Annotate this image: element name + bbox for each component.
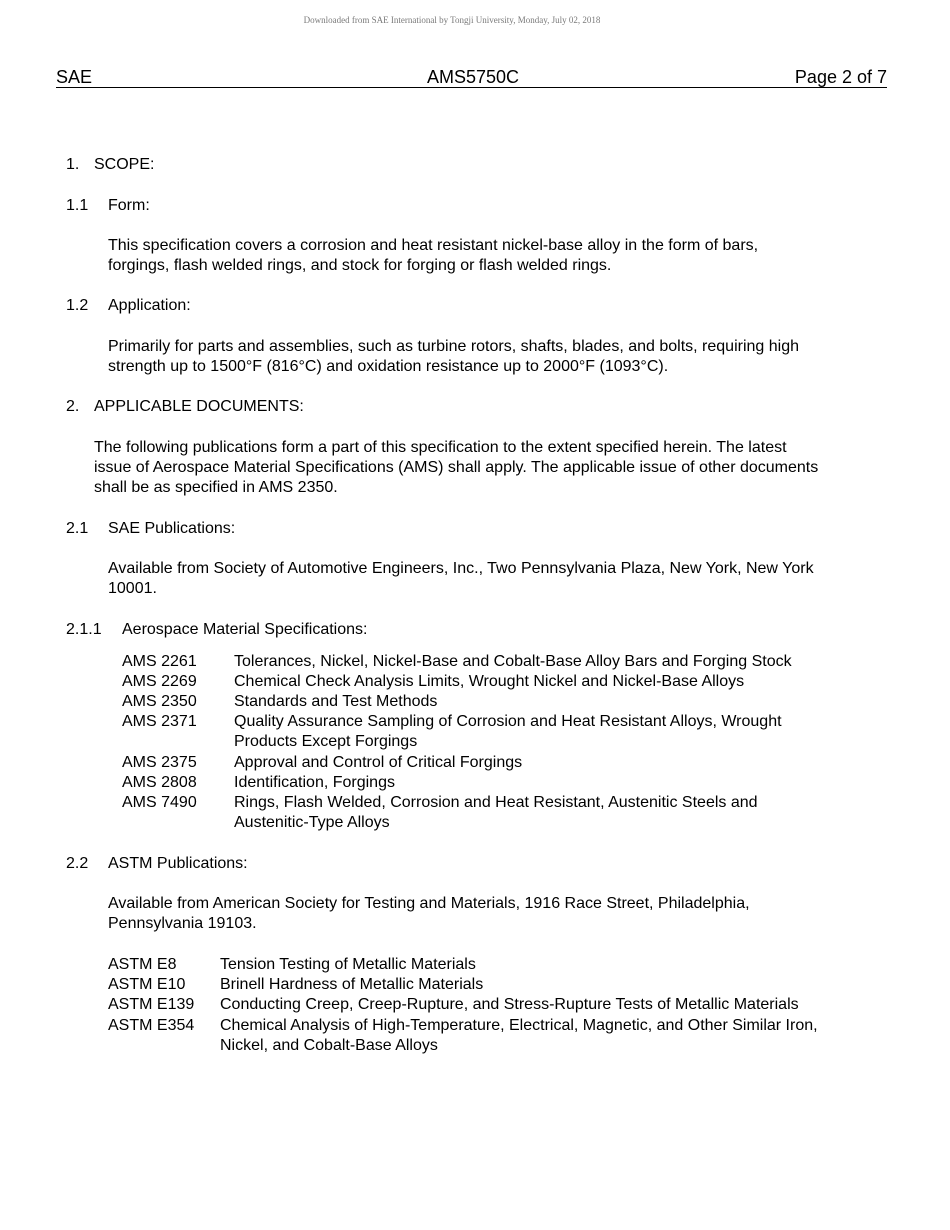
sae-publications-paragraph [108,559,814,599]
section-1-1-heading [66,196,150,216]
section-number: 2.1 [66,520,89,537]
section-number: 1.2 [66,297,89,314]
spec-title: Chemical Check Analysis Limits, Wrought Nickel and Nickel-Base Alloys [234,673,745,690]
spec-title: Rings, Flash Welded, Corrosion and Heat Resistant, Austenitic Steels and [234,794,758,811]
spec-title: Standards and Test Methods [234,693,438,710]
ams-list-item [122,753,523,773]
astm-list-item [108,955,476,975]
section-2-2-heading [66,854,248,874]
spec-code: AMS 7490 [122,794,197,811]
page-header [56,67,887,88]
section-number: 1.1 [66,197,89,214]
spec-title-continuation: Products Except Forgings [234,733,418,751]
spec-code: ASTM E10 [108,976,186,993]
spec-title: Conducting Creep, Creep-Rupture, and Stress-Rupture Tests of Metallic Materials [220,996,799,1013]
section-number: 2.1.1 [66,621,102,638]
paragraph-line: Pennsylvania 19103. [108,915,257,933]
application-paragraph [108,337,799,377]
applicable-documents-paragraph [94,438,818,499]
section-number: 1. [66,156,80,173]
spec-title: Approval and Control of Critical Forgings [234,754,523,771]
spec-code: AMS 2371 [122,713,197,730]
paragraph-line: This specification covers a corrosion and heat resistant nickel-base alloy in the form of bars, [108,237,759,254]
ams-list-item [122,712,782,751]
spec-code: AMS 2261 [122,653,197,670]
paragraph-line: Available from American Society for Testing and Materials, 1916 Race Street, Philadelphia, [108,895,750,912]
spec-title: Tolerances, Nickel, Nickel-Base and Cobalt-Base Alloy Bars and Forging Stock [234,653,792,670]
header-page-number: Page 2 of 7 [794,67,887,87]
section-2-heading [66,397,304,417]
download-note: Downloaded from SAE International by Tongji University, Monday, July 02, 2018 [303,15,601,25]
section-1-2-heading [66,296,191,316]
section-title: SCOPE: [94,156,155,173]
paragraph-line: forgings, flash welded rings, and stock for forging or flash welded rings. [108,257,612,275]
ams-list-item [122,652,792,672]
section-1-heading [66,155,155,175]
section-title: SAE Publications: [108,520,236,537]
spec-title: Tension Testing of Metallic Materials [220,956,476,973]
astm-list-item [108,995,799,1015]
paragraph-line: issue of Aerospace Material Specifications (AMS) shall apply. The applicable issue of other documents [94,459,819,477]
header-doc-number: AMS5750C [427,67,520,87]
spec-code: AMS 2350 [122,693,197,710]
ams-list-item [122,672,745,692]
spec-title: Brinell Hardness of Metallic Materials [220,976,484,993]
spec-title: Quality Assurance Sampling of Corrosion and Heat Resistant Alloys, Wrought [234,713,782,730]
astm-list-item [108,1016,818,1055]
paragraph-line: Primarily for parts and assemblies, such as turbine rotors, shafts, blades, and bolts, requiring high [108,338,799,355]
section-2-1-heading [66,519,236,539]
section-title: Aerospace Material Specifications: [122,621,368,638]
paragraph-line: strength up to 1500°F (816°C) and oxidation resistance up to 2000°F (1093°C). [108,358,669,376]
spec-title-continuation: Austenitic-Type Alloys [234,814,390,832]
paragraph-line: Available from Society of Automotive Engineers, Inc., Two Pennsylvania Plaza, New York, New York [108,560,814,577]
spec-code: AMS 2808 [122,774,197,791]
header-org: SAE [56,67,93,87]
section-title: APPLICABLE DOCUMENTS: [94,398,304,415]
section-title: Form: [108,197,150,214]
astm-publications-paragraph [108,894,750,934]
ams-list-item [122,773,395,793]
spec-code: ASTM E8 [108,956,177,973]
section-number: 2. [66,398,80,415]
spec-code: ASTM E139 [108,996,195,1013]
spec-code: ASTM E354 [108,1017,195,1034]
section-2-1-1-heading [66,620,368,640]
astm-list-item [108,975,484,995]
spec-code: AMS 2269 [122,673,197,690]
spec-title: Identification, Forgings [234,774,395,791]
section-number: 2.2 [66,855,89,872]
spec-title: Chemical Analysis of High-Temperature, Electrical, Magnetic, and Other Similar Iron, [220,1017,818,1034]
spec-code: AMS 2375 [122,754,197,771]
section-title: Application: [108,297,191,314]
paragraph-line: The following publications form a part of this specification to the extent specified herein. The latest [94,439,787,456]
ams-list-item [122,793,758,832]
paragraph-line: shall be as specified in AMS 2350. [94,479,338,497]
ams-list-item [122,692,438,712]
paragraph-line: 10001. [108,580,157,598]
spec-title-continuation: Nickel, and Cobalt-Base Alloys [220,1037,438,1055]
section-title: ASTM Publications: [108,855,248,872]
form-paragraph [108,236,758,276]
